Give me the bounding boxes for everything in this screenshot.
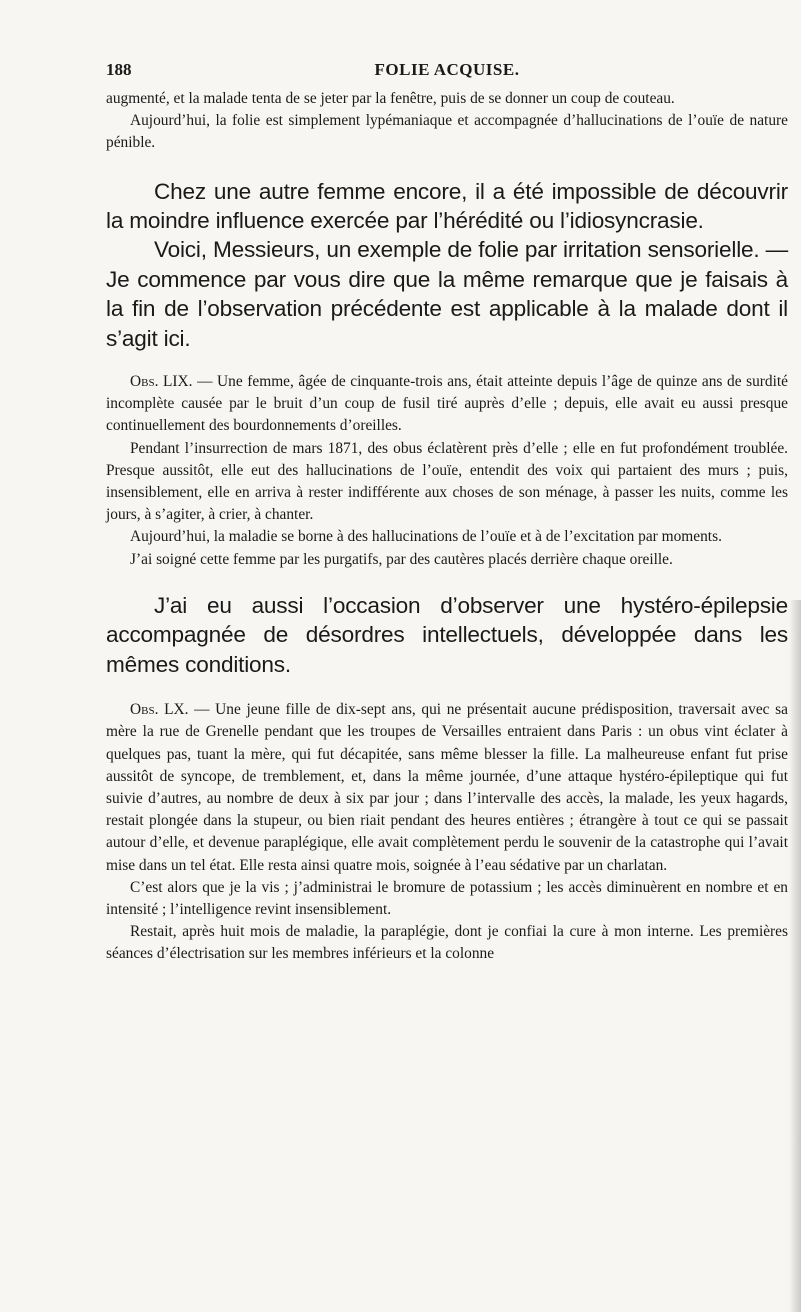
observation-lix-today: Aujourd’hui, la maladie se borne à des hallucinations de l’ouïe et à de l’excitation par moments. [130, 528, 722, 546]
lecture-paragraph-hystero-epilepsy: J’ai eu aussi l’occasion d’observer une hystéro-épilepsie accompagnée de désordres intellectuels, développée dans les mêmes conditions. [106, 592, 788, 677]
lecture-paragraph-heredity: Chez une autre femme encore, il a été impossible de découvrir la moindre influence exercée par l’hérédité ou l’idiosyncrasie. [106, 178, 788, 234]
observation-lix-treatment: J’ai soigné cette femme par les purgatifs, par des cautères placés derrière chaque oreille. [130, 550, 673, 568]
page-edge-shadow [789, 600, 801, 1312]
lecture-paragraph-sensory-irritation: Voici, Messieurs, un exemple de folie par irritation sensorielle. — Je commence par vous dire que la même remarque que je faisais à la fin de l’observation précédente est applicable à la malade dont il s’agit ici. [106, 237, 788, 351]
observation-lix-insurrection: Pendant l’insurrection de mars 1871, des obus éclatèrent près d’elle ; elle en fut profondément troublée. Presque aussitôt, elle eut des hallucinations de l’ouïe, entendit des voix qui partaient des murs ; puis, insensiblement, elle en arriva à rester indifférente aux choses de son ménage, à passer les nuits, comme les jours, à s’agiter, à crier, à chanter. [106, 439, 788, 524]
observation-lx [106, 699, 788, 877]
observation-lix [106, 371, 788, 438]
observation-lx-label: Obs. LX. [130, 701, 189, 719]
paragraph-current-state: Aujourd’hui, la folie est simplement lypémaniaque et accompagnée d’hallucinations de l’ouïe de nature pénible. [106, 112, 788, 152]
page-header [106, 54, 788, 88]
book-page [106, 54, 788, 966]
observation-lx-paraplegia: Restait, après huit mois de maladie, la paraplégie, dont je confiai la cure à mon interne. Les premières séances d’électrisation sur les membres inférieurs et la colonne [106, 923, 788, 963]
observation-lix-text: — Une femme, âgée de cinquante-trois ans, était atteinte depuis l’âge de quinze ans de surdité incomplète causée par le bruit d’un coup de fusil tiré auprès d’elle ; depuis, elle avait eu aussi presque continuellement des bourdonnements d’oreilles. [106, 373, 788, 435]
observation-lx-bromide: C’est alors que je la vis ; j’administrai le bromure de potassium ; les accès diminuèrent en nombre et en intensité ; l’intelligence revint insensiblement. [106, 878, 788, 918]
running-title: FOLIE ACQUISE. [374, 60, 520, 79]
page-number: 188 [106, 60, 132, 79]
observation-lix-label: Obs. LIX. [130, 373, 193, 391]
observation-lx-text: — Une jeune fille de dix-sept ans, qui ne présentait aucune prédisposition, traversait avec sa mère la rue de Grenelle pendant que les troupes de Versailles entraient dans Paris : un obus vint éclater à quelques pas, tuant la mère, qui fut décapitée, sans même blesser la fille. La malheureuse enfant fut prise aussitôt de syncope, de tremblement, et, dans la même journée, d’une attaque hystéro-épileptique qui fut suivie d’autres, au nombre de deux à six par jour ; dans l’intervalle des accès, la malade, les yeux hagards, restait plongée dans la stupeur, ou bien riait pendant des heures entières ; étrangère à tout ce qui se passait autour d’elle, et devenue paraplégique, elle avait complètement perdu le souvenir de la catastrophe qui l’avait mise dans un tel état. Elle resta ainsi quatre mois, soignée à l’eau sédative par un charlatan. [106, 701, 788, 874]
paragraph-continuation: augmenté, et la malade tenta de se jeter par la fenêtre, puis de se donner un coup de couteau. [106, 90, 675, 107]
